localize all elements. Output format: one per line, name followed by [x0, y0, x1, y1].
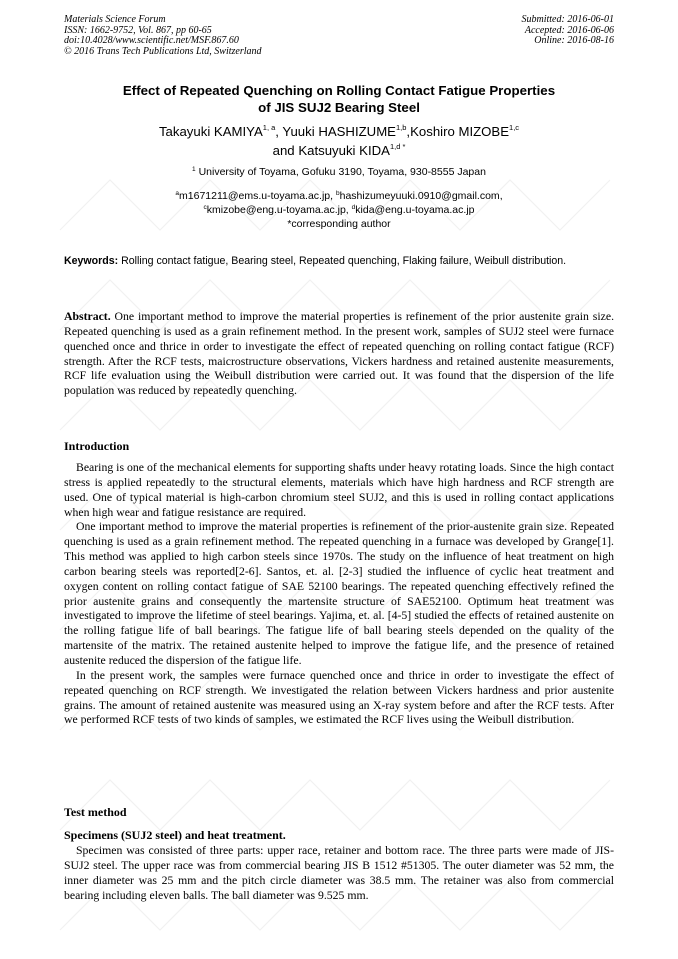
author-list — [64, 122, 614, 160]
title-line-1: Effect of Repeated Quenching on Rolling Contact Fatigue Properties — [122, 83, 556, 98]
paper-title — [64, 82, 614, 116]
paragraph: Bearing is one of the mechanical elements for supporting shafts under heavy rotating loads. Since the high contact stress is applied repeatedly to the structural elements, materials which have high hardness and RCF strength are used. One of typical material is high-carbon chromium steel SUJ2, and this is used in rolling contact applications when high wear and fatigue resistance are required. — [64, 461, 614, 519]
date-accepted: Accepted: 2016-06-06 — [524, 24, 614, 36]
email-sup: b — [335, 190, 340, 197]
specimens-subheading: Specimens (SUJ2 steel) and heat treatment. — [64, 828, 286, 842]
author-line-1: Takayuki KAMIYA$^{1, a}$, Yuuki HASHIZUME$^{1,b}$,Koshiro MIZOBE$^{1,c}$ — [158, 123, 520, 139]
abstract-text: One important method to improve the material properties is refinement of the prior austenite grain size. Repeated quenching is used as a grain refinement method. In the present work, samples of SUJ2 steel were furnace quenched once and thrice in order to investigate the effect of repeated quenching on rolling contact fatigue (RCF) strength. After the RCF tests, maicrostructure observations, Vickers hardness and retained austenite measurements, RCF life evaluation using the Weibull distribution were carried out. It was found that the dispersion of the life population was reduced by repeatedly quenching. — [64, 310, 615, 398]
keywords — [64, 254, 614, 268]
publication-dates — [522, 15, 615, 47]
corresponding-note: *corresponding author — [287, 218, 391, 230]
email-line-2: $^c$kmizobe@eng.u-toyama.ac.jp, $^d$kida@eng.u-toyama.ac.jp — [203, 204, 475, 216]
author-sup: 1, a — [262, 123, 276, 132]
email-sup: d — [351, 204, 356, 211]
keywords-text: Rolling contact fatigue, Bearing steel, Repeated quenching, Flaking failure, Weibull distribution. — [121, 255, 567, 267]
affiliation-text: University of Toyama, Gofuku 3190, Toyama, 930-8555 Japan — [198, 166, 486, 178]
author-name: Katsuyuki KIDA — [298, 143, 390, 158]
author-emails — [64, 189, 614, 231]
paragraph: Specimen was consisted of three parts: upper race, retainer and bottom race. The three parts were made of JIS-SUJ2 steel. The upper race was from commercial bearing JIS B 1512 #51305. The outer diameter was 52 mm, the inner diameter was 25 mm and the pitch circle diameter was 38.5 mm. The retainer was also from commercial bearing including eleven balls. The ball diameter was 9.525 mm. — [64, 844, 614, 902]
test-method-heading: Test method — [64, 805, 127, 819]
date-online: Online: 2016-08-16 — [534, 35, 614, 46]
author-sup: 1,b — [395, 123, 407, 132]
paragraph: In the present work, the samples were furnace quenched once and thrice in order to investigate the effect of repeated quenching on RCF strength. We investigated the relation between Vickers hardness and prior austenite grains. The amount of retained austenite was measured using an X-ray system before and after the RCF tests. After we performed RCF tests of two kinds of samples, we estimated the RCF lives using the Weibull distribution. — [64, 668, 614, 727]
email-sup: a — [175, 190, 180, 197]
author-sup: 1,d * — [389, 142, 406, 151]
author-conjunction: and — [272, 143, 295, 158]
journal-issn: ISSN: 1662-9752, Vol. 867, pp 60-65 — [64, 24, 212, 36]
email-link[interactable]: kida@eng.u-toyama.ac.jp — [355, 204, 475, 216]
journal-name: Materials Science Forum — [64, 14, 166, 25]
author-name: Koshiro MIZOBE — [410, 124, 510, 139]
paragraph: One important method to improve the material properties is refinement of the prior-austenite grain size. Repeated quenching is used as a grain refinement method. The repeated quenching in a furnace was developed by Grange[1]. This method was applied to high carbon steels since 1970s. The study on the influence of heat treatment on high carbon bearing steels was reported[2-6]. Santos, et. al. [2-3] studied the influence of cyclic heat treatment and oxygen content on rolling contact fatigue of SAE 52100 bearings. The repeated quenching effectively refined the prior austenite grains and consequently the martensite structure of SAE52100. Optimum heat treatment was investigated to improve the lifetime of steel bearings. Yajima, et. al. [4-5] studied the effects of retained austenite on the rolling fatigue life of ball bearings. The fatigue life of ball bearing steels depended on the quality of the martensite of the matrix. The retained austenite helped to improve the fatigue life, and the presence of retained austenite reduced the dispersion of the fatigue life. — [64, 520, 614, 667]
author-name: Takayuki KAMIYA — [158, 124, 263, 139]
affiliation-sup: 1 — [192, 166, 196, 173]
introduction-body — [64, 461, 614, 728]
date-submitted: Submitted: 2016-06-01 — [521, 14, 614, 25]
abstract — [64, 310, 614, 399]
abstract-label: Abstract. — [64, 310, 111, 323]
journal-info — [64, 15, 262, 57]
email-sup: c — [203, 204, 207, 211]
affiliation — [64, 166, 614, 179]
email-line-1: $^a$m1671211@ems.u-toyama.ac.jp, $^b$hashizumeyuuki.0910@gmail.com, — [175, 190, 503, 202]
email-link[interactable]: kmizobe@eng.u-toyama.ac.jp — [206, 204, 346, 216]
email-link[interactable]: hashizumeyuuki.0910@gmail.com — [339, 190, 500, 202]
author-sup: 1,c — [509, 123, 520, 132]
journal-copyright: © 2016 Trans Tech Publications Ltd, Switzerland — [64, 45, 262, 57]
keywords-label: Keywords: — [64, 255, 119, 267]
author-name: Yuuki HASHIZUME — [282, 124, 396, 139]
test-method-body — [64, 844, 614, 903]
author-line-2 — [64, 141, 614, 160]
email-link[interactable]: m1671211@ems.u-toyama.ac.jp — [179, 190, 331, 202]
title-line-2: of JIS SUJ2 Bearing Steel — [258, 100, 420, 115]
journal-doi: doi:10.4028/www.scientific.net/MSF.867.60 — [64, 35, 239, 46]
introduction-heading: Introduction — [64, 439, 130, 453]
